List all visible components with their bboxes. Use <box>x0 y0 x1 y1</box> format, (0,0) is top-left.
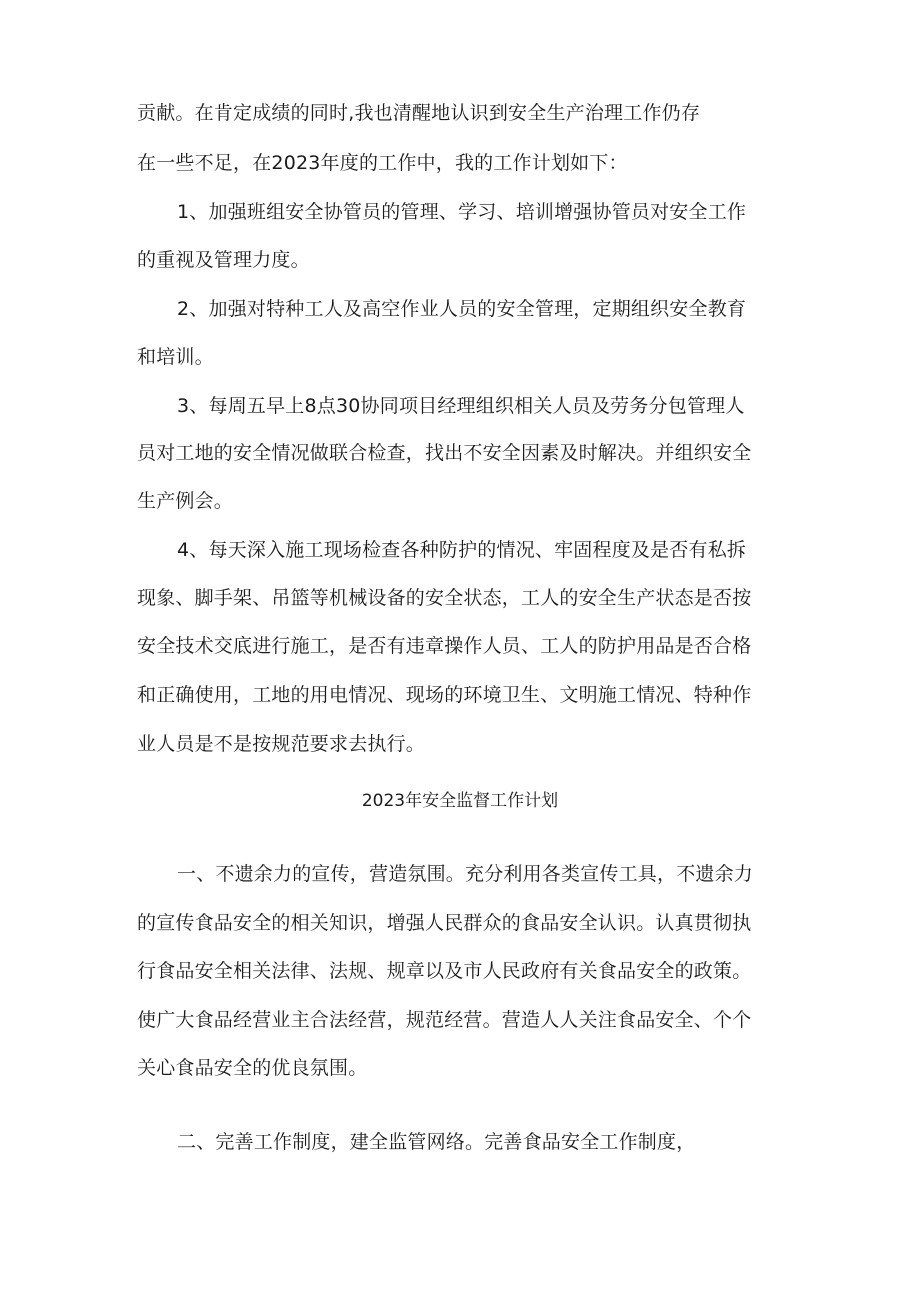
paragraph-1-line: 行食品安全相关法律、法规、规章以及市人民政府有关食品安全的政策。 <box>137 960 752 982</box>
list-item-4-line: 现象、脚手架、吊篮等机械设备的安全状态，工人的安全生产状态是否按 <box>137 587 752 609</box>
list-item-2-line: 和培训。 <box>137 346 214 368</box>
paragraph-1-line: 关心食品安全的优良氛围。 <box>137 1057 368 1079</box>
paragraph-2-line: 二、完善工作制度，建全监管网络。完善食品安全工作制度， <box>177 1131 696 1153</box>
list-item-3-line: 生产例会。 <box>137 490 234 512</box>
list-item-1-line: 1、加强班组安全协管员的管理、学习、培训增强协管员对安全工作 <box>177 201 747 223</box>
list-item-3-line: 3、每周五早上8点30协同项目经理组织相关人员及劳务分包管理人 <box>177 395 745 417</box>
paragraph-1-line: 使广大食品经营业主合法经营，规范经营。营造人人关注食品安全、个个 <box>137 1009 752 1031</box>
list-item-3-line: 员对工地的安全情况做联合检查，找出不安全因素及时解决。并组织安全 <box>137 442 752 464</box>
list-item-1-line: 的重视及管理力度。 <box>137 249 310 271</box>
list-item-4-line: 4、每天深入施工现场检查各种防护的情况、牢固程度及是否有私拆 <box>177 539 747 561</box>
text-line: 在一些不足，在2023年度的工作中，我的工作计划如下： <box>137 152 628 174</box>
list-item-4-line: 安全技术交底进行施工，是否有违章操作人员、工人的防护用品是否合格 <box>137 635 752 657</box>
paragraph-1-line: 的宣传食品安全的相关知识，增强人民群众的食品安全认识。认真贯彻执 <box>137 912 752 934</box>
paragraph-1-line: 一、不遗余力的宣传，营造氛围。充分利用各类宣传工具，不遗余力 <box>177 863 754 885</box>
list-item-4-line: 业人员是不是按规范要求去执行。 <box>137 733 426 755</box>
text-line: 贡献。在肯定成绩的同时,我也清醒地认识到安全生产治理工作仍存 <box>137 102 701 124</box>
list-item-4-line: 和正确使用，工地的用电情况、现场的环境卫生、文明施工情况、特种作 <box>137 684 752 706</box>
list-item-2-line: 2、加强对特种工人及高空作业人员的安全管理，定期组织安全教育 <box>177 298 747 320</box>
section-title: 2023年安全监督工作计划 <box>361 791 559 811</box>
